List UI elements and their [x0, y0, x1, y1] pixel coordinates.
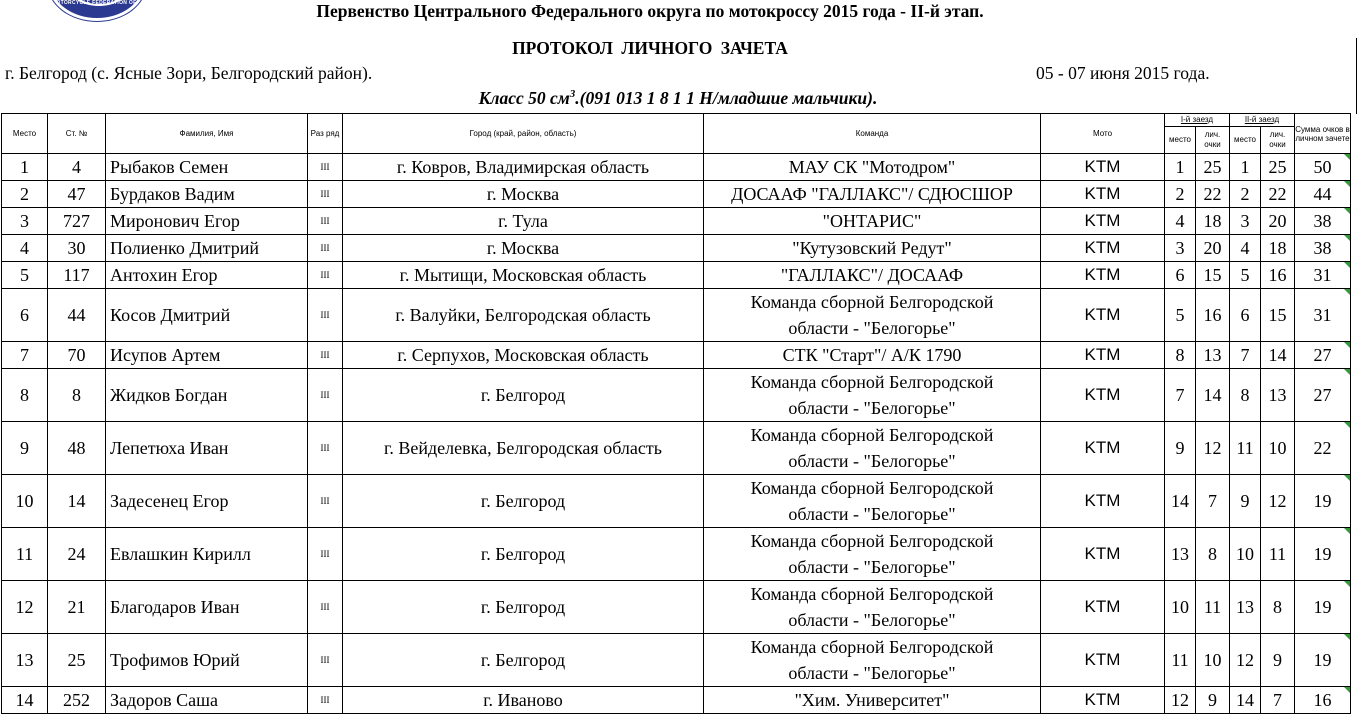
sum-cell: 22	[1295, 422, 1351, 475]
place-cell: 5	[2, 262, 48, 289]
run2-place-cell: 9	[1230, 475, 1261, 528]
sum-cell: 19	[1295, 475, 1351, 528]
team-line: области - "Белогорье"	[788, 318, 956, 338]
run1-points-cell: 12	[1196, 422, 1230, 475]
moto-cell: KTM	[1041, 342, 1165, 369]
place-cell: 1	[2, 154, 48, 181]
run1-points-cell: 18	[1196, 208, 1230, 235]
city-cell: г. Белгород	[343, 475, 704, 528]
moto-cell: KTM	[1041, 208, 1165, 235]
team-line: Команда сборной Белгородской	[750, 425, 994, 445]
run2-points-cell: 8	[1261, 581, 1295, 634]
name-cell: Благодаров Иван	[106, 581, 308, 634]
name-cell: Рыбаков Семен	[106, 154, 308, 181]
name-cell: Антохин Егор	[106, 262, 308, 289]
team-cell	[704, 181, 1041, 208]
rank-cell: III	[308, 581, 343, 634]
team-cell	[704, 208, 1041, 235]
start-no-cell: 252	[48, 687, 106, 714]
moto-cell: KTM	[1041, 369, 1165, 422]
name-cell: Трофимов Юрий	[106, 634, 308, 687]
rank-cell: III	[308, 369, 343, 422]
sum-cell: 16	[1295, 687, 1351, 714]
run2-points-cell: 25	[1261, 154, 1295, 181]
start-no-cell: 8	[48, 369, 106, 422]
moto-cell: KTM	[1041, 475, 1165, 528]
run2-points-cell: 14	[1261, 342, 1295, 369]
col-header-run2-points: лич. очки	[1261, 127, 1295, 154]
team-line: Команда сборной Белгородской	[750, 584, 994, 604]
logo-text: MOTORCYCLE FEDERATION OF R	[51, 0, 143, 6]
sum-cell: 50	[1295, 154, 1351, 181]
run1-place-cell: 4	[1165, 208, 1196, 235]
name-cell: Задесенец Егор	[106, 475, 308, 528]
run1-points-cell: 11	[1196, 581, 1230, 634]
run1-place-cell: 9	[1165, 422, 1196, 475]
team-cell	[704, 342, 1041, 369]
class-details: .(091 013 1 8 1 1 Н/младшие мальчики).	[575, 88, 878, 108]
run1-place-cell: 6	[1165, 262, 1196, 289]
team-line: области - "Белогорье"	[788, 557, 956, 577]
team-line: области - "Белогорье"	[788, 663, 956, 683]
results-table	[1, 113, 1351, 714]
table-row	[2, 581, 1351, 634]
place-cell: 3	[2, 208, 48, 235]
run2-place-cell: 7	[1230, 342, 1261, 369]
col-header-rank: Раз ряд	[308, 114, 343, 154]
rank-cell: III	[308, 634, 343, 687]
run1-place-cell: 13	[1165, 528, 1196, 581]
moto-cell: KTM	[1041, 581, 1165, 634]
table-row	[2, 289, 1351, 342]
sum-cell: 31	[1295, 262, 1351, 289]
sum-cell: 31	[1295, 289, 1351, 342]
rank-cell: III	[308, 528, 343, 581]
run2-points-cell: 13	[1261, 369, 1295, 422]
city-cell: г. Мытищи, Московская область	[343, 262, 704, 289]
start-no-cell: 44	[48, 289, 106, 342]
team-line: Команда сборной Белгородской	[750, 478, 994, 498]
rank-cell: III	[308, 181, 343, 208]
team-line: "ГАЛЛАКС"/ ДОСААФ	[780, 265, 964, 285]
start-no-cell: 25	[48, 634, 106, 687]
team-line: СТК "Старт"/ А/К 1790	[782, 345, 962, 365]
name-cell: Исупов Артем	[106, 342, 308, 369]
run2-points-cell: 20	[1261, 208, 1295, 235]
run2-place-cell: 5	[1230, 262, 1261, 289]
col-header-run2-place: место	[1230, 127, 1261, 154]
start-no-cell: 14	[48, 475, 106, 528]
place-cell: 7	[2, 342, 48, 369]
col-header-city: Город (край, район, область)	[343, 114, 704, 154]
name-cell: Лепетюха Иван	[106, 422, 308, 475]
city-cell: г. Белгород	[343, 634, 704, 687]
table-row	[2, 634, 1351, 687]
col-header-moto: Мото	[1041, 114, 1165, 154]
start-no-cell: 30	[48, 235, 106, 262]
run1-place-cell: 12	[1165, 687, 1196, 714]
run1-place-cell: 1	[1165, 154, 1196, 181]
team-line: области - "Белогорье"	[788, 451, 956, 471]
start-no-cell: 727	[48, 208, 106, 235]
run2-place-cell: 3	[1230, 208, 1261, 235]
place-cell: 14	[2, 687, 48, 714]
name-cell: Косов Дмитрий	[106, 289, 308, 342]
team-line: "ОНТАРИС"	[822, 211, 922, 231]
table-row	[2, 422, 1351, 475]
rank-cell: III	[308, 262, 343, 289]
place-cell: 13	[2, 634, 48, 687]
run2-points-cell: 15	[1261, 289, 1295, 342]
run1-place-cell: 3	[1165, 235, 1196, 262]
run1-place-cell: 14	[1165, 475, 1196, 528]
run1-place-cell: 2	[1165, 181, 1196, 208]
moto-cell: KTM	[1041, 235, 1165, 262]
team-line: области - "Белогорье"	[788, 504, 956, 524]
run1-points-cell: 7	[1196, 475, 1230, 528]
team-cell	[704, 289, 1041, 342]
team-cell	[704, 634, 1041, 687]
city-cell: г. Ковров, Владимирская область	[343, 154, 704, 181]
run1-points-cell: 25	[1196, 154, 1230, 181]
city-cell: г. Москва	[343, 181, 704, 208]
place-cell: 4	[2, 235, 48, 262]
team-line: МАУ СК "Мотодром"	[788, 157, 956, 177]
col-header-start-no: Ст. №	[48, 114, 106, 154]
place-cell: 12	[2, 581, 48, 634]
run1-place-cell: 11	[1165, 634, 1196, 687]
place-cell: 9	[2, 422, 48, 475]
table-row	[2, 369, 1351, 422]
city-cell: г. Москва	[343, 235, 704, 262]
moto-cell: KTM	[1041, 181, 1165, 208]
sum-cell: 19	[1295, 581, 1351, 634]
sum-cell: 27	[1295, 369, 1351, 422]
run2-place-cell: 1	[1230, 154, 1261, 181]
place-cell: 6	[2, 289, 48, 342]
name-cell: Миронович Егор	[106, 208, 308, 235]
table-row	[2, 342, 1351, 369]
table-row	[2, 262, 1351, 289]
rank-cell: III	[308, 154, 343, 181]
moto-cell: KTM	[1041, 528, 1165, 581]
run2-place-cell: 14	[1230, 687, 1261, 714]
sum-cell: 27	[1295, 342, 1351, 369]
run2-points-cell: 7	[1261, 687, 1295, 714]
run1-place-cell: 5	[1165, 289, 1196, 342]
right-border-line	[1356, 38, 1357, 114]
run2-place-cell: 12	[1230, 634, 1261, 687]
start-no-cell: 117	[48, 262, 106, 289]
run1-place-cell: 10	[1165, 581, 1196, 634]
rank-cell: III	[308, 208, 343, 235]
col-header-run1: I-й заезд	[1165, 114, 1230, 127]
city-cell: г. Валуйки, Белгородская область	[343, 289, 704, 342]
run1-points-cell: 10	[1196, 634, 1230, 687]
rank-cell: III	[308, 475, 343, 528]
team-line: Команда сборной Белгородской	[750, 637, 994, 657]
col-header-run1-place: место	[1165, 127, 1196, 154]
team-line: области - "Белогорье"	[788, 398, 956, 418]
team-cell	[704, 687, 1041, 714]
city-cell: г. Белгород	[343, 369, 704, 422]
place-cell: 8	[2, 369, 48, 422]
team-cell	[704, 235, 1041, 262]
rank-cell: III	[308, 342, 343, 369]
team-cell	[704, 422, 1041, 475]
team-line: Команда сборной Белгородской	[750, 292, 994, 312]
event-location: г. Белгород (с. Ясные Зори, Белгородский район).	[5, 63, 373, 83]
rank-cell: III	[308, 422, 343, 475]
team-cell	[704, 475, 1041, 528]
team-cell	[704, 581, 1041, 634]
run1-points-cell: 15	[1196, 262, 1230, 289]
team-line: Команда сборной Белгородской	[750, 531, 994, 551]
run2-place-cell: 10	[1230, 528, 1261, 581]
run1-points-cell: 8	[1196, 528, 1230, 581]
name-cell: Задоров Саша	[106, 687, 308, 714]
run1-points-cell: 20	[1196, 235, 1230, 262]
team-line: Команда сборной Белгородской	[750, 372, 994, 392]
moto-cell: KTM	[1041, 154, 1165, 181]
class-superscript: 3	[569, 88, 576, 101]
table-row	[2, 528, 1351, 581]
name-cell: Жидков Богдан	[106, 369, 308, 422]
moto-cell: KTM	[1041, 422, 1165, 475]
team-cell	[704, 528, 1041, 581]
run2-place-cell: 11	[1230, 422, 1261, 475]
name-cell: Бурдаков Вадим	[106, 181, 308, 208]
sum-cell: 38	[1295, 235, 1351, 262]
class-title	[0, 88, 1356, 109]
name-cell: Полиенко Дмитрий	[106, 235, 308, 262]
run2-points-cell: 11	[1261, 528, 1295, 581]
sum-cell: 44	[1295, 181, 1351, 208]
start-no-cell: 70	[48, 342, 106, 369]
run1-points-cell: 14	[1196, 369, 1230, 422]
team-line: ДОСААФ "ГАЛЛАКС"/ СДЮСШОР	[731, 184, 1013, 204]
place-cell: 11	[2, 528, 48, 581]
name-cell: Евлашкин Кирилл	[106, 528, 308, 581]
col-header-sum: Сумма очков в личном зачете	[1295, 114, 1351, 154]
run1-place-cell: 8	[1165, 342, 1196, 369]
col-header-run1-points: лич. очки	[1196, 127, 1230, 154]
rank-cell: III	[308, 235, 343, 262]
start-no-cell: 24	[48, 528, 106, 581]
event-date: 05 - 07 июня 2015 года.	[1036, 63, 1210, 83]
protocol-title: ПРОТОКОЛ ЛИЧНОГО ЗАЧЕТА	[512, 38, 788, 58]
team-line: "Кутузовский Редут"	[792, 238, 952, 258]
col-header-team: Команда	[704, 114, 1041, 154]
city-cell: г. Белгород	[343, 581, 704, 634]
run1-points-cell: 16	[1196, 289, 1230, 342]
col-header-place: Место	[2, 114, 48, 154]
run2-points-cell: 18	[1261, 235, 1295, 262]
city-cell: г. Иваново	[343, 687, 704, 714]
run2-place-cell: 4	[1230, 235, 1261, 262]
run1-points-cell: 22	[1196, 181, 1230, 208]
table-row	[2, 235, 1351, 262]
document-title: Первенство Центрального Федерального округа по мотокроссу 2015 года - II-й этап.	[316, 1, 984, 21]
run2-place-cell: 2	[1230, 181, 1261, 208]
run1-points-cell: 13	[1196, 342, 1230, 369]
rank-cell: III	[308, 289, 343, 342]
run1-points-cell: 9	[1196, 687, 1230, 714]
place-cell: 2	[2, 181, 48, 208]
sum-cell: 38	[1295, 208, 1351, 235]
table-row	[2, 475, 1351, 528]
run2-points-cell: 9	[1261, 634, 1295, 687]
city-cell: г. Белгород	[343, 528, 704, 581]
moto-cell: KTM	[1041, 289, 1165, 342]
table-row	[2, 687, 1351, 714]
run2-points-cell: 12	[1261, 475, 1295, 528]
table-row	[2, 181, 1351, 208]
moto-cell: KTM	[1041, 634, 1165, 687]
class-main: Класс 50 см	[478, 88, 570, 108]
city-cell: г. Тула	[343, 208, 704, 235]
run2-place-cell: 8	[1230, 369, 1261, 422]
start-no-cell: 4	[48, 154, 106, 181]
team-line: области - "Белогорье"	[788, 610, 956, 630]
start-no-cell: 48	[48, 422, 106, 475]
sum-cell: 19	[1295, 634, 1351, 687]
run2-place-cell: 6	[1230, 289, 1261, 342]
run2-place-cell: 13	[1230, 581, 1261, 634]
city-cell: г. Вейделевка, Белгородская область	[343, 422, 704, 475]
run2-points-cell: 16	[1261, 262, 1295, 289]
rank-cell: III	[308, 687, 343, 714]
team-cell	[704, 369, 1041, 422]
team-cell	[704, 154, 1041, 181]
run2-points-cell: 10	[1261, 422, 1295, 475]
run2-points-cell: 22	[1261, 181, 1295, 208]
col-header-run2: II-й заезд	[1230, 114, 1295, 127]
moto-cell: KTM	[1041, 262, 1165, 289]
moto-cell: KTM	[1041, 687, 1165, 714]
place-cell: 10	[2, 475, 48, 528]
table-row	[2, 154, 1351, 181]
team-line: "Хим. Университет"	[794, 690, 950, 710]
table-row	[2, 208, 1351, 235]
sum-cell: 19	[1295, 528, 1351, 581]
run1-place-cell: 7	[1165, 369, 1196, 422]
col-header-name: Фамилия, Имя	[106, 114, 308, 154]
team-cell	[704, 262, 1041, 289]
city-cell: г. Серпухов, Московская область	[343, 342, 704, 369]
start-no-cell: 47	[48, 181, 106, 208]
start-no-cell: 21	[48, 581, 106, 634]
